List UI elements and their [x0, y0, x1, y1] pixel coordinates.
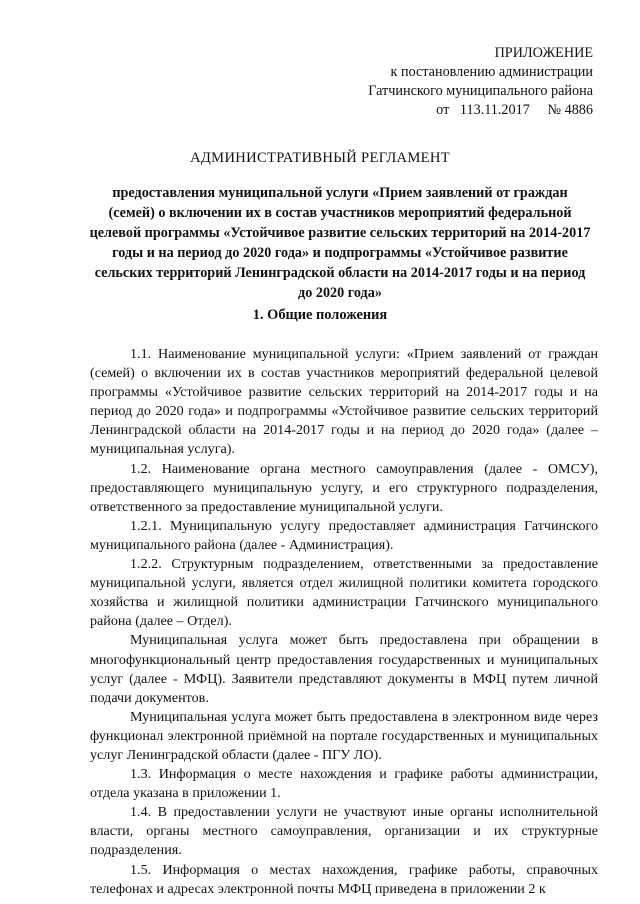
appendix-resolution-line: к постановлению администрации [390, 64, 593, 80]
paragraph-1-1: 1.1. Наименование муниципальной услуги: «Прием заявлений от граждан (семей) о включении их в состав участников мероприятий федеральной целевой программы «Устойчивое развитие сельских территорий на 2014-2017 годы и на период до 2020 года» и подпрограммы «Устойчивое развитие сельских территорий Ленинградской области на 2014-2017 годы и на период до 2020 года» (далее – муниципальная услуга). [90, 346, 598, 458]
document-subtitle: предоставления муниципальной услуги «Прием заявлений от граждан (семей) о включении их в состав участников мероприятий федеральной целевой программы «Устойчивое развитие сельских территорий на 2014-2017 годы и на период до 2020 года» и подпрограммы «Устойчивое развитие сельских территорий Ленинградской области на 2014-2017 годы и на период до 2020 года» [89, 185, 591, 301]
paragraph-mfc: Муниципальная услуга может быть предоставлена при обращении в многофункциональный центр предоставления государственных и муниципальных услуг (далее - МФЦ). Заявители представляют документы в МФЦ путем личной подачи документов. [90, 632, 598, 706]
appendix-block [368, 44, 593, 120]
paragraph-1-2: 1.2. Наименование органа местного самоуправления (далее - ОМСУ), предоставляющего муниципальную услугу, и его структурного подразделения, ответственного за предоставление муниципальной услуги. [90, 460, 598, 515]
paragraph-1-2-2: 1.2.2. Структурным подразделением, ответственными за предоставление муниципальной услуги, является отдел жилищной политики комитета городского хозяйства и жилищной политики администрации Гатчинского муниципального района (далее – Отдел). [90, 556, 598, 630]
document-title: АДМИНИСТРАТИВНЫЙ РЕГЛАМЕНТ [190, 150, 450, 166]
paragraph-electronic: Муниципальная услуга может быть предоставлена в электронном виде через функционал электронной приёмной на портале государственных и муниципальных услуг Ленинградской области (далее - ПГУ ЛО). [90, 708, 598, 763]
paragraph-1-3: 1.3. Информация о месте нахождения и графике работы администрации, отдела указана в приложении 1. [90, 766, 598, 802]
appendix-label: ПРИЛОЖЕНИЕ [494, 45, 593, 61]
paragraph-1-4: 1.4. В предоставлении услуги не участвуют иные органы исполнительной власти, органы местного самоуправления, организации и их структурные подразделения. [90, 804, 598, 859]
paragraph-1-5: 1.5. Информация о местах нахождения, графике работы, справочных телефонах и адресах электронной почты МФЦ приведена в приложении 2 к [90, 861, 598, 897]
section-heading: 1. Общие положения [252, 307, 388, 323]
paragraph-1-2-1: 1.2.1. Муниципальную услугу предоставляет администрация Гатчинского муниципального района (далее - Администрация). [90, 517, 598, 553]
appendix-district-line: Гатчинского муниципального района [368, 83, 593, 99]
appendix-date-number-line: от 113.11.2017 № 4886 [436, 102, 593, 118]
document-body [90, 345, 598, 899]
